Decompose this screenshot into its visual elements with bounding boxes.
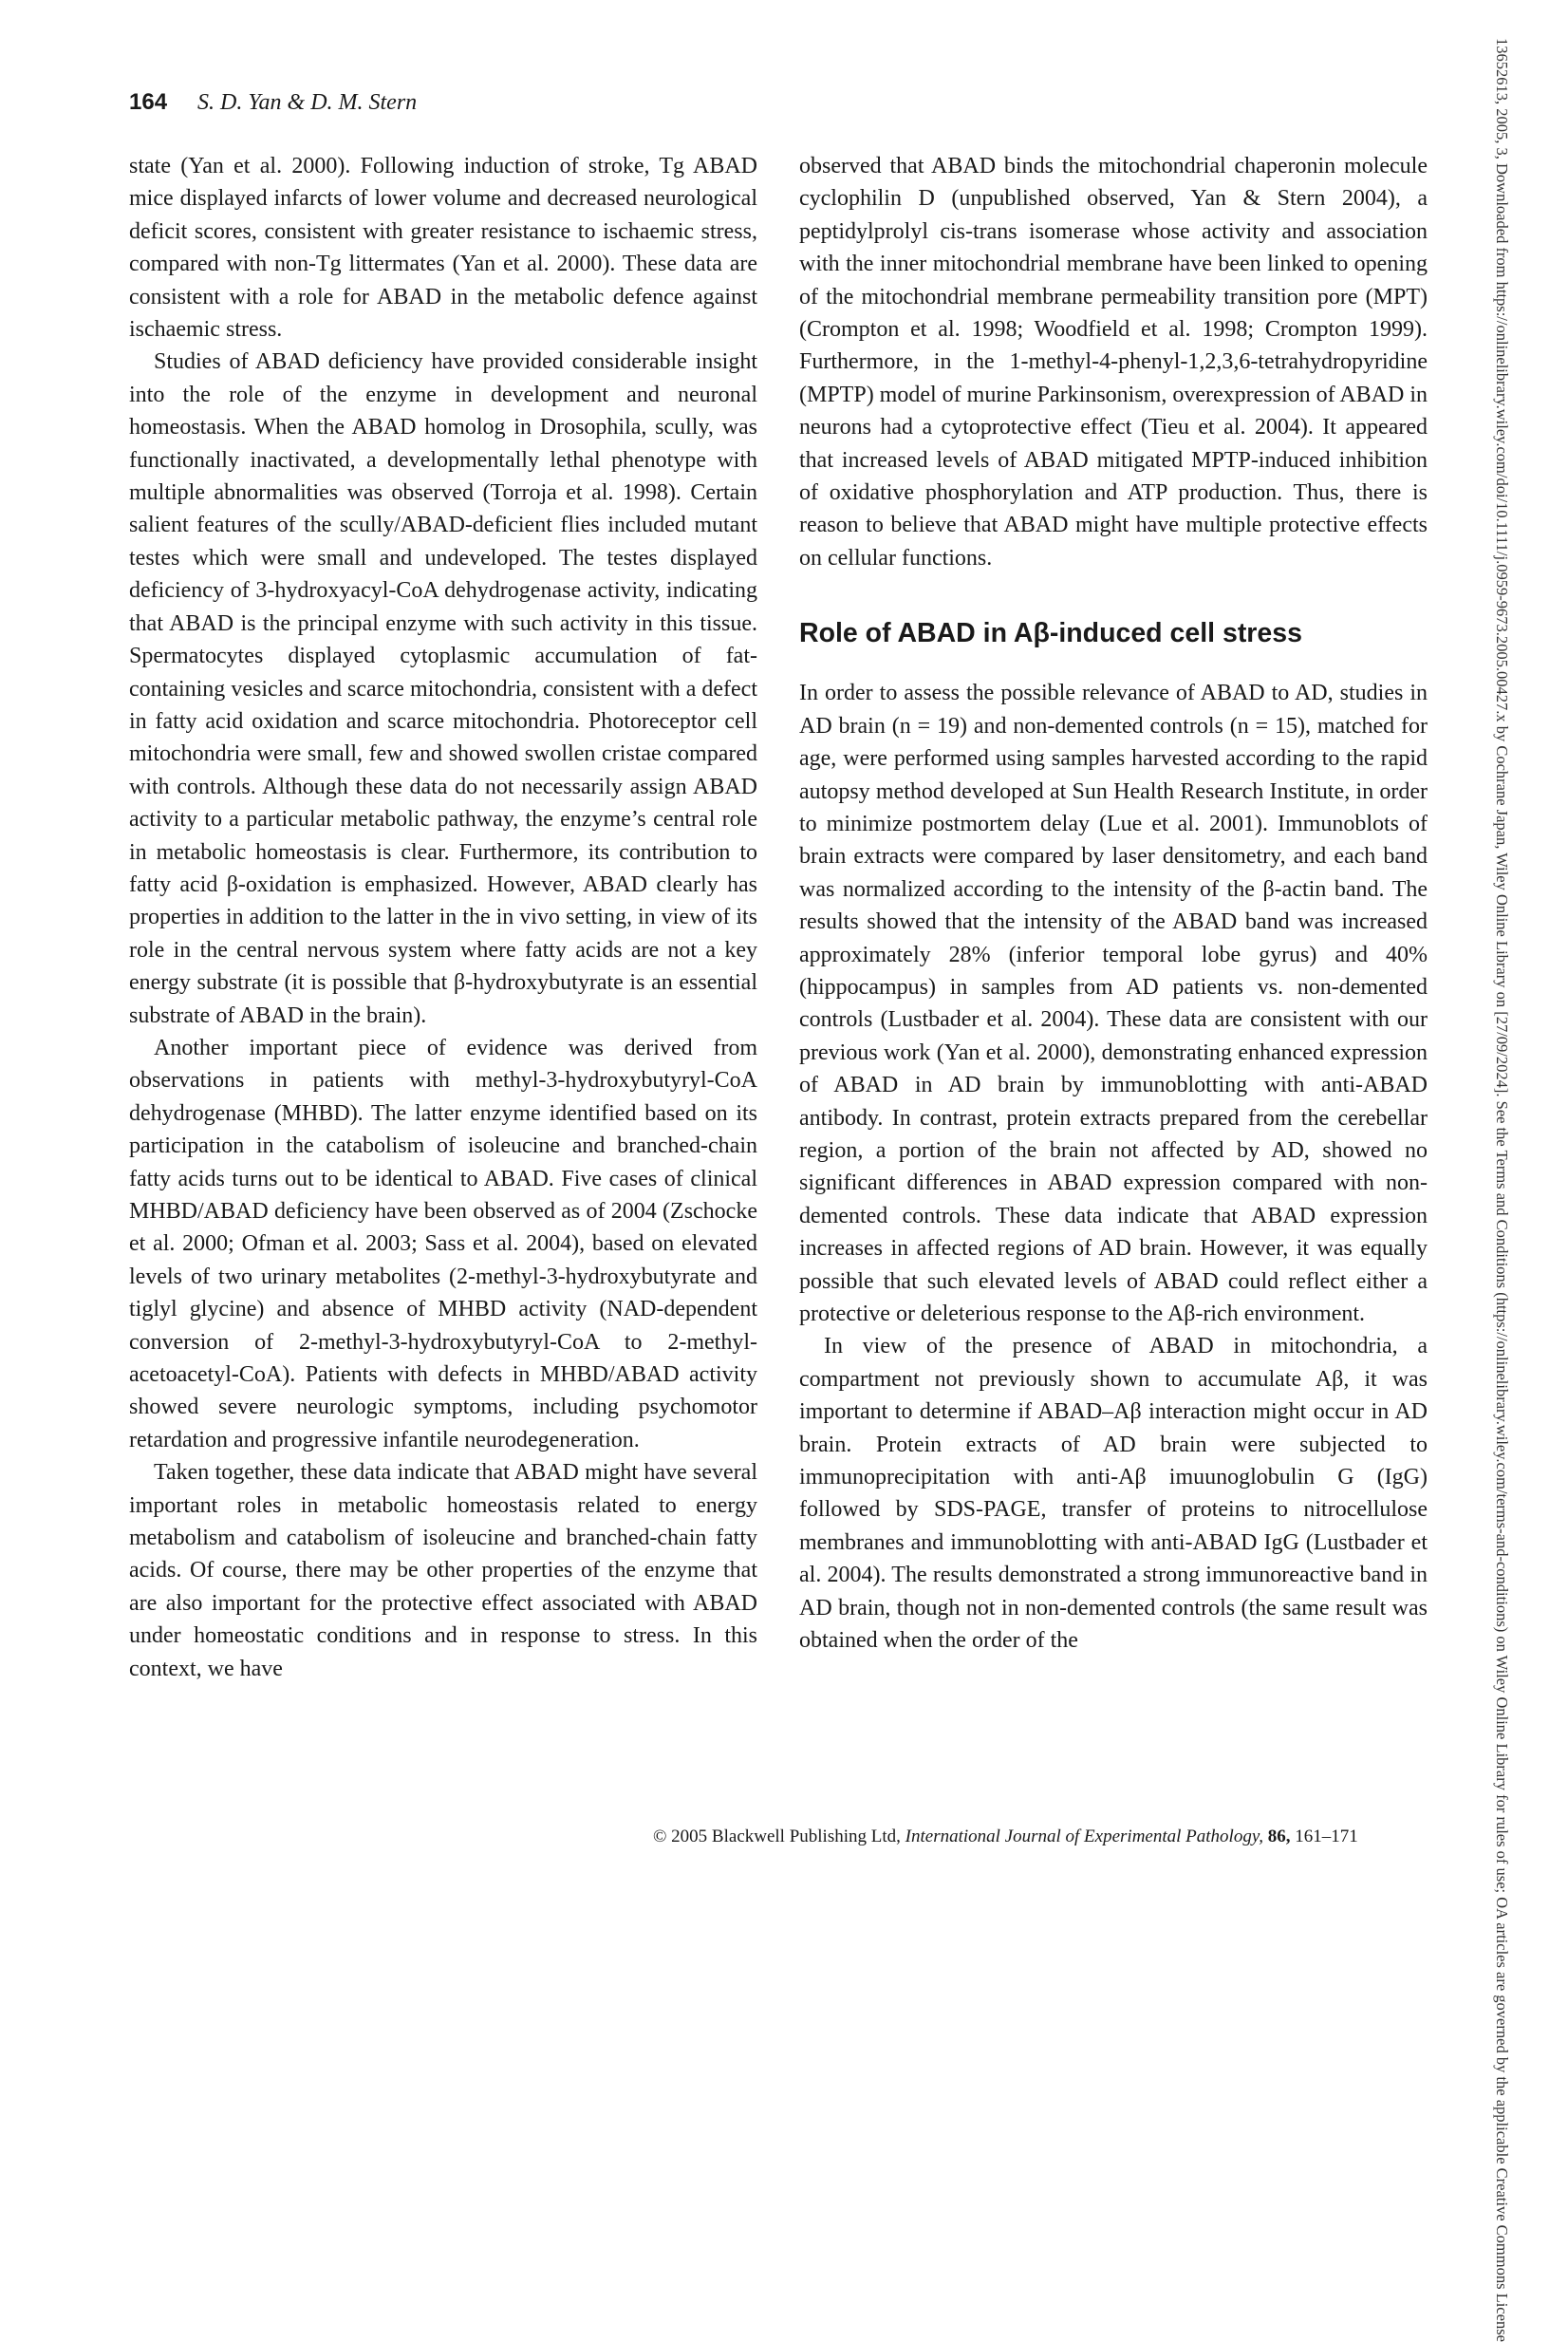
footer-copyright: © 2005 Blackwell Publishing Ltd, xyxy=(653,1827,901,1846)
download-notice-sidebar: 13652613, 2005, 3, Downloaded from https://onlinelibrary.wiley.com/doi/10.1111/j.0959-9673.2005.00427.x by Cochrane Japan, Wiley Online Library on [27/09/2024]. See the Terms and Conditions (https://onlinelibrary.wiley.com/terms-and-conditions) on Wiley Online Library for rules of use; OA articles are governed by the applicable Creative Commons License xyxy=(1493,38,1511,2342)
running-header xyxy=(129,89,417,116)
footer-volume: 86, xyxy=(1267,1827,1291,1846)
left-paragraph-4: Taken together, these data indicate that ABAD might have several important roles in metabolic homeostasis related to energy metabolism and catabolism of isoleucine and branched-chain fatty acids. Of course, there may be other properties of the enzyme that are also important for the protective effect associated with ABAD under homeostatic conditions and in response to stress. In this context, we have xyxy=(129,1460,757,1681)
right-paragraph-1: observed that ABAD binds the mitochondrial chaperonin molecule cyclophilin D (unpublished observed, Yan & Stern 2004), a peptidylprolyl cis-trans isomerase whose activity and association with the inner mitochondrial membrane have been linked to opening of the mitochondrial membrane permeability transition pore (MPT) (Crompton et al. 1998; Woodfield et al. 1998; Crompton 1999). Furthermore, in the 1-methyl-4-phenyl-1,2,3,6-tetrahydropyridine (MPTP) model of murine Parkinsonism, overexpression of ABAD in neurons had a cytoprotective effect (Tieu et al. 2004). It appeared that increased levels of ABAD mitigated MPTP-induced inhibition of oxidative phosphorylation and ATP production. Thus, there is reason to believe that ABAD might have multiple protective effects on cellular functions. xyxy=(799,154,1428,571)
left-paragraph-3: Another important piece of evidence was derived from observations in patients with methyl-3-hydroxybutyryl-CoA dehydrogenase (MHBD). The latter enzyme identified based on its participation in the catabolism of isoleucine and branched-chain fatty acids turns out to be identical to ABAD. Five cases of clinical MHBD/ABAD deficiency have been observed as of 2004 (Zschocke et al. 2000; Ofman et al. 2003; Sass et al. 2004), based on elevated levels of two urinary metabolites (2-methyl-3-hydroxybutyrate and tiglyl glycine) and absence of MHBD activity (NAD-dependent conversion of 2-methyl-3-hydroxybutyryl-CoA to 2-methyl-acetoacetyl-CoA). Patients with defects in MHBD/ABAD activity showed severe neurologic symptoms, including psychomotor retardation and progressive infantile neurodegeneration. xyxy=(129,1035,757,1452)
page-number: 164 xyxy=(129,89,168,115)
footer-journal: International Journal of Experimental Pathology, xyxy=(905,1827,1263,1846)
right-column xyxy=(799,150,1428,1657)
left-column xyxy=(129,150,757,1685)
section-heading: Role of ABAD in Aβ-induced cell stress xyxy=(799,618,1302,649)
footer-pages: 161–171 xyxy=(1295,1827,1358,1846)
running-authors: S. D. Yan & D. M. Stern xyxy=(197,90,418,115)
right-paragraph-3: In view of the presence of ABAD in mitochondria, a compartment not previously shown to accumulate Aβ, it was important to determine if ABAD–Aβ interaction might occur in AD brain. Protein extracts of AD brain were subjected to immunoprecipitation with anti-Aβ imuunoglobulin G (IgG) followed by SDS-PAGE, transfer of proteins to nitrocellulose membranes and immunoblotting with anti-ABAD IgG (Lustbader et al. 2004). The results demonstrated a strong immunoreactive band in AD brain, though not in non-demented controls (the same result was obtained when the order of the xyxy=(799,1334,1428,1654)
right-paragraph-2: In order to assess the possible relevance of ABAD to AD, studies in AD brain (n = 19) and non-demented controls (n = 15), matched for age, were performed using samples harvested according to the rapid autopsy method developed at Sun Health Research Institute, in order to minimize postmortem delay (Lue et al. 2001). Immunoblots of brain extracts were compared by laser densitometry, and each band was normalized according to the intensity of the β-actin band. The results showed that the intensity of the ABAD band was increased approximately 28% (inferior temporal lobe gyrus) and 40% (hippocampus) in samples from AD patients vs. non-demented controls (Lustbader et al. 2004). These data are consistent with our previous work (Yan et al. 2000), demonstrating enhanced expression of ABAD in AD brain by immunoblotting with anti-ABAD antibody. In contrast, protein extracts prepared from the cerebellar region, a portion of the brain not affected by AD, showed no significant differences in ABAD expression compared with non-demented controls. These data indicate that ABAD expression increases in affected regions of AD brain. However, it was equally possible that such elevated levels of ABAD could reflect either a protective or deleterious response to the Aβ-rich environment. xyxy=(799,681,1428,1326)
left-paragraph-1: state (Yan et al. 2000). Following induction of stroke, Tg ABAD mice displayed infarcts of lower volume and decreased neurological deficit scores, consistent with greater resistance to ischaemic stress, compared with non-Tg littermates (Yan et al. 2000). These data are consistent with a role for ABAD in the metabolic defence against ischaemic stress. xyxy=(129,154,757,343)
left-paragraph-2: Studies of ABAD deficiency have provided considerable insight into the role of the enzyme in development and neuronal homeostasis. When the ABAD homolog in Drosophila, scully, was functionally inactivated, a developmentally lethal phenotype with multiple abnormalities was observed (Torroja et al. 1998). Certain salient features of the scully/ABAD-deficient flies included mutant testes which were small and undeveloped. The testes displayed deficiency of 3-hydroxyacyl-CoA dehydrogenase activity, indicating that ABAD is the principal enzyme with such activity in this tissue. Spermatocytes displayed cytoplasmic accumulation of fat-containing vesicles and scarce mitochondria, consistent with a defect in fatty acid oxidation and scarce mitochondria. Photoreceptor cell mitochondria were small, few and showed swollen cristae compared with controls. Although these data do not necessarily assign ABAD activity to a particular metabolic pathway, the enzyme’s central role in metabolic homeostasis is clear. Furthermore, its contribution to fatty acid β-oxidation is emphasized. However, ABAD clearly has properties in addition to the latter in the in vivo setting, in view of its role in the central nervous system where fatty acids are not a key energy substrate (it is possible that β-hydroxybutyrate is an essential substrate of ABAD in the brain). xyxy=(129,349,757,1028)
page-footer xyxy=(653,1827,1358,1847)
